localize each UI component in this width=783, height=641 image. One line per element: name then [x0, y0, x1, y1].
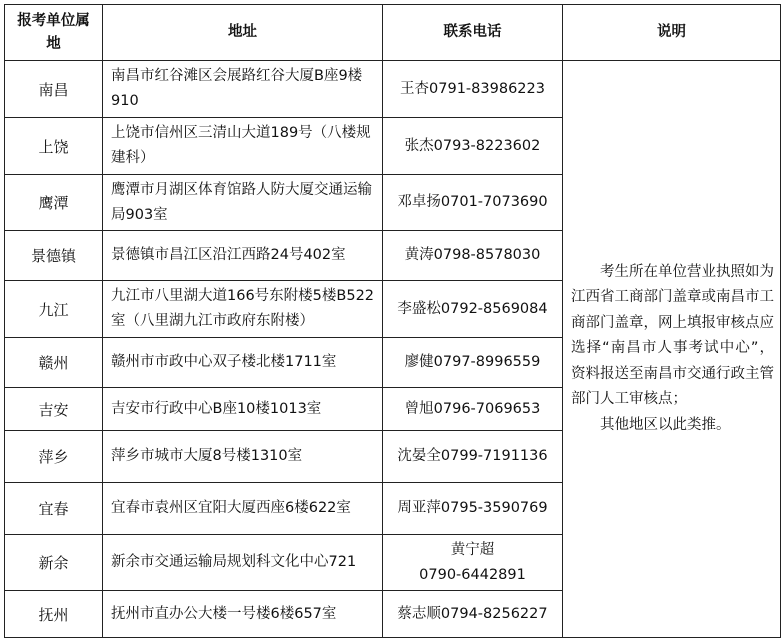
region-cell: 新余: [5, 535, 103, 591]
phone-cell: [383, 483, 563, 535]
phone-cell: [383, 231, 563, 281]
header-row: [5, 5, 781, 61]
phone-line: 曾旭0796-7069653: [404, 400, 541, 417]
phone-cell: [383, 388, 563, 431]
phone-cell: [383, 281, 563, 338]
region-cell: 抚州: [5, 591, 103, 638]
phone-cell: [383, 591, 563, 638]
address-cell: 吉安市行政中心B座10楼1013室: [103, 388, 383, 431]
header-address: 地址: [103, 5, 383, 61]
region-cell: 鹰潭: [5, 175, 103, 231]
address-cell: 抚州市直办公大楼一号楼6楼657室: [103, 591, 383, 638]
phone-cell: [383, 535, 563, 591]
phone-line: 蔡志顺0794-8256227: [397, 605, 548, 622]
note-paragraph: 其他地区以此类推。: [600, 416, 731, 433]
phone-cell: [383, 175, 563, 231]
phone-contact-name: 黄宁超: [450, 541, 495, 558]
address-cell: 赣州市市政中心双子楼北楼1711室: [103, 338, 383, 388]
region-cell: 萍乡: [5, 431, 103, 483]
address-cell: 南昌市红谷滩区会展路红谷大厦B座9楼910: [103, 61, 383, 118]
region-cell: 九江: [5, 281, 103, 338]
address-cell: 鹰潭市月湖区体育馆路人防大厦交通运输局903室: [103, 175, 383, 231]
address-cell: 景德镇市昌江区沿江西路24号402室: [103, 231, 383, 281]
region-cell: 宜春: [5, 483, 103, 535]
region-cell: 景德镇: [5, 231, 103, 281]
phone-line: 周亚萍0795-3590769: [397, 500, 548, 516]
note-cell: [563, 61, 781, 638]
phone-line: 沈晏全0799-7191136: [397, 448, 548, 464]
phone-line: 王杏0791-83986223: [400, 80, 545, 97]
note-paragraph: 考生所在单位营业执照如为江西省工商部门盖章或南昌市工商部门盖章，网上填报审核点应选择“南昌市人事考试中心”，资料报送至南昌市交通行政主管部门人工审核点；: [571, 263, 774, 408]
phone-line: 李盛松0792-8569084: [397, 300, 548, 317]
address-cell: 宜春市袁州区宜阳大厦西座6楼622室: [103, 483, 383, 535]
contact-table: [4, 4, 781, 638]
phone-line: 张杰0793-8223602: [404, 137, 541, 154]
phone-cell: [383, 431, 563, 483]
address-cell: 萍乡市城市大厦8号楼1310室: [103, 431, 383, 483]
region-cell: 赣州: [5, 338, 103, 388]
region-cell: 南昌: [5, 61, 103, 118]
phone-cell: [383, 61, 563, 118]
phone-line: 廖健0797-8996559: [404, 354, 541, 370]
header-phone: 联系电话: [383, 5, 563, 61]
region-cell: 上饶: [5, 118, 103, 175]
address-cell: 九江市八里湖大道166号东附楼5楼B522室（八里湖九江市政府东附楼）: [103, 281, 383, 338]
phone-cell: [383, 338, 563, 388]
address-cell: 上饶市信州区三清山大道189号（八楼规建科）: [103, 118, 383, 175]
table-row: [5, 61, 781, 118]
phone-number: 0790-6442891: [419, 566, 526, 583]
address-cell: 新余市交通运输局规划科文化中心721: [103, 535, 383, 591]
phone-line: 邓卓扬0701-7073690: [397, 194, 548, 210]
header-note: 说明: [563, 5, 781, 61]
phone-line: 黄涛0798-8578030: [404, 247, 541, 263]
region-cell: 吉安: [5, 388, 103, 431]
header-region: 报考单位属地: [5, 5, 103, 61]
phone-cell: [383, 118, 563, 175]
